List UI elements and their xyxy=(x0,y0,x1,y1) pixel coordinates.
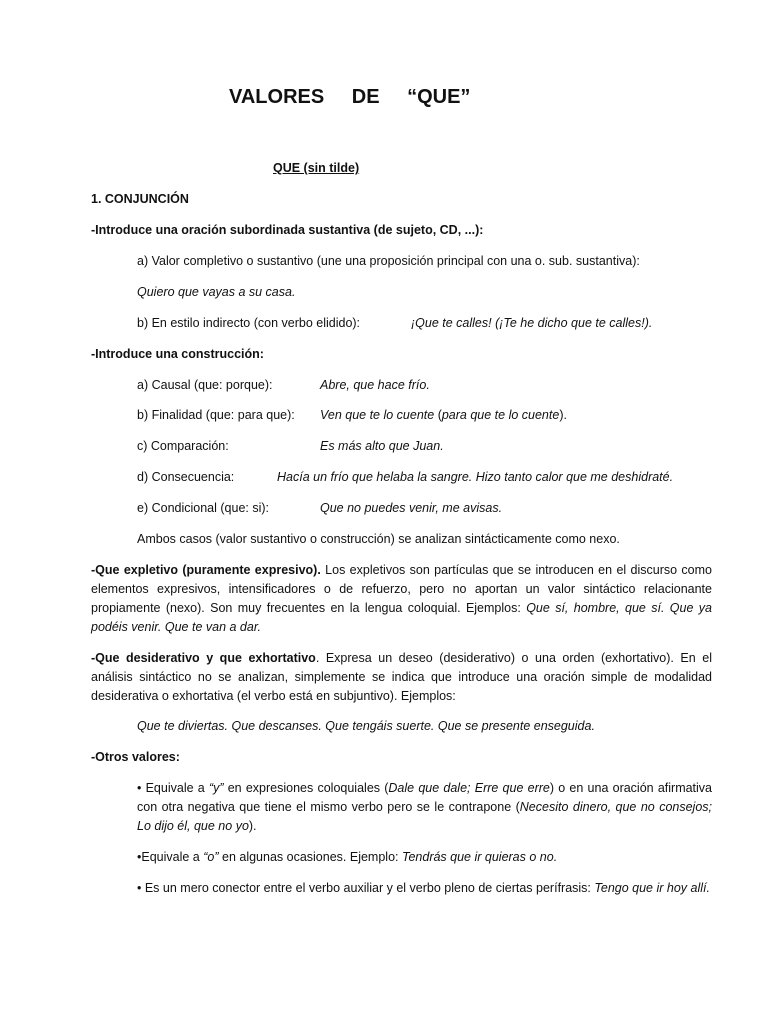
expletivo-paragraph: -Que expletivo (puramente expresivo). Los expletivos son partículas que se introducen en el discurso como elementos expresivos, intensificadores o de refuerzo, pero no aportan un valor sintáctico relacionante propiamente (nexo). Son muy frecuentes en la lengua coloquial. Ejemplos: Que sí, hombre, que sí. Que ya podéis venir. Que te van a dar. xyxy=(91,563,712,634)
section-heading: 1. CONJUNCIÓN xyxy=(91,192,189,206)
intro-construccion: -Introduce una construcción: xyxy=(91,347,264,361)
causal-label: a) Causal (que: porque): xyxy=(137,378,273,392)
value-a-label: a) Valor completivo o sustantivo (une una proposición principal con una o. sub. sustantiva): xyxy=(137,254,640,268)
desiderativo-paragraph: -Que desiderativo y que exhortativo. Expresa un deseo (desiderativo) o una orden (exhortativo). En el análisis sintáctico no se analizan, simplemente se indica que introduce una oración simple de modalidad desiderativa o exhortativa (el verbo está en subjuntivo). Ejemplos: xyxy=(91,651,712,703)
finalidad-label: b) Finalidad (que: para que): xyxy=(137,408,295,422)
finalidad-example: Ven que te lo cuente (para que te lo cuente). xyxy=(320,408,567,422)
intro-subordinada: -Introduce una oración subordinada sustantiva (de sujeto, CD, ...): xyxy=(91,223,484,237)
otros-valores-heading: -Otros valores: xyxy=(91,750,180,764)
value-b-example: ¡Que te calles! (¡Te he dicho que te calles!). xyxy=(411,316,653,330)
condicional-label: e) Condicional (que: si): xyxy=(137,501,270,515)
desiderativo-examples: Que te diviertas. Que descanses. Que tengáis suerte. Que se presente enseguida. xyxy=(137,719,595,733)
ambos-casos-note: Ambos casos (valor sustantivo o construcción) se analizan sintácticamente como nexo. xyxy=(137,532,620,546)
consecuencia-label: d) Consecuencia: xyxy=(137,470,235,484)
causal-example: Abre, que hace frío. xyxy=(320,378,430,392)
value-b-label: b) En estilo indirecto (con verbo elidido): xyxy=(137,316,361,330)
bullet-item-conector: • Es un mero conector entre el verbo auxiliar y el verbo pleno de ciertas perífrasis: Tengo que ir hoy allí. xyxy=(137,881,710,895)
bullet-item-o: •Equivale a “o” en algunas ocasiones. Ejemplo: Tendrás que ir quieras o no. xyxy=(137,850,558,864)
comparacion-label: c) Comparación: xyxy=(137,439,229,453)
value-a-example: Quiero que vayas a su casa. xyxy=(137,285,296,299)
bullet-item-y: • Equivale a “y” en expresiones coloquiales (Dale que dale; Erre que erre) o en una oración afirmativa con otra negativa que tiene el mismo verbo pero se le contrapone (Necesito dinero, que no consejos; Lo dijo él, que no yo). xyxy=(137,781,713,833)
subtitle: QUE (sin tilde) xyxy=(273,161,360,175)
condicional-example: Que no puedes venir, me avisas. xyxy=(320,501,503,515)
page-title: VALORES DE “QUE” xyxy=(229,86,471,108)
comparacion-example: Es más alto que Juan. xyxy=(320,439,444,453)
consecuencia-example: Hacía un frío que helaba la sangre. Hizo tanto calor que me deshidraté. xyxy=(277,470,674,484)
